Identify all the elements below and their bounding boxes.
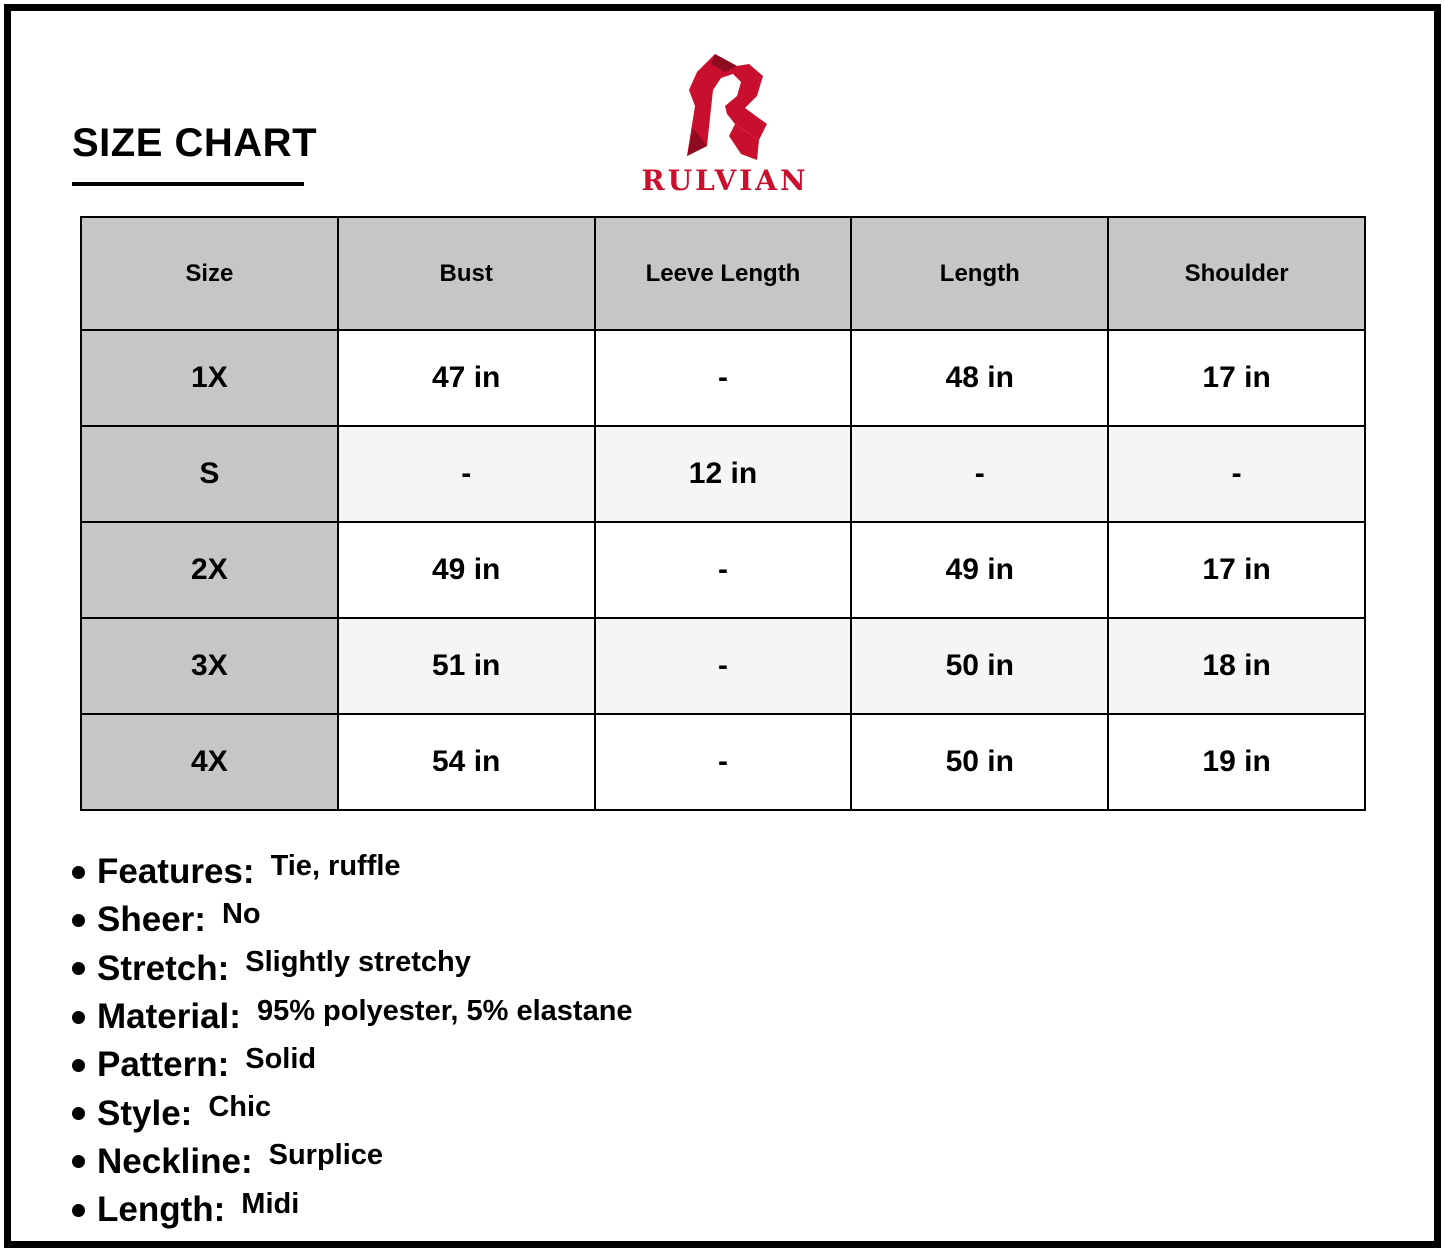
header-bust: Bust	[338, 217, 595, 330]
table-cell: 47 in	[338, 330, 595, 426]
size-chart-table	[80, 216, 1366, 811]
table-cell: 50 in	[851, 714, 1108, 810]
bullet-icon	[72, 1155, 85, 1168]
table-cell: 50 in	[851, 618, 1108, 714]
feature-label: Material:	[97, 997, 241, 1037]
feature-value: Midi	[241, 1187, 300, 1220]
list-item	[72, 993, 633, 1041]
header-length: Length	[851, 217, 1108, 330]
list-item	[72, 1089, 633, 1137]
table-row	[81, 714, 1365, 810]
size-cell: 3X	[81, 618, 338, 714]
size-cell: 1X	[81, 330, 338, 426]
table-header-row	[81, 217, 1365, 330]
list-item	[72, 848, 633, 896]
bullet-icon	[72, 1204, 85, 1217]
table-row	[81, 522, 1365, 618]
title-underline	[72, 182, 304, 186]
table-cell: 54 in	[338, 714, 595, 810]
list-item	[72, 1041, 633, 1089]
stylized-r-logo-icon	[675, 50, 775, 162]
feature-label: Length:	[97, 1190, 226, 1230]
table-row	[81, 330, 1365, 426]
list-item	[72, 945, 633, 993]
feature-label: Features:	[97, 852, 255, 892]
table-row	[81, 426, 1365, 522]
table-cell: 18 in	[1108, 618, 1365, 714]
bullet-icon	[72, 1059, 85, 1072]
list-item	[72, 1138, 633, 1186]
bullet-icon	[72, 962, 85, 975]
size-cell: 4X	[81, 714, 338, 810]
header-shoulder: Shoulder	[1108, 217, 1365, 330]
feature-value: Slightly stretchy	[245, 946, 471, 979]
table-cell: 48 in	[851, 330, 1108, 426]
feature-value: Surplice	[268, 1139, 384, 1172]
feature-value: Solid	[245, 1042, 317, 1075]
feature-label: Sheer:	[97, 900, 206, 940]
table-cell: -	[851, 426, 1108, 522]
table-cell: -	[595, 714, 852, 810]
bullet-icon	[72, 1011, 85, 1024]
table-cell: -	[1108, 426, 1365, 522]
size-cell: 2X	[81, 522, 338, 618]
table-cell: -	[338, 426, 595, 522]
feature-label: Neckline:	[97, 1141, 253, 1181]
table-cell: -	[595, 522, 852, 618]
header-sleeve-length: Leeve Length	[595, 217, 852, 330]
table-cell: 49 in	[338, 522, 595, 618]
table-cell: 12 in	[595, 426, 852, 522]
table-row	[81, 618, 1365, 714]
list-item	[72, 1186, 633, 1234]
size-cell: S	[81, 426, 338, 522]
feature-list	[72, 848, 633, 1234]
feature-label: Pattern:	[97, 1045, 230, 1085]
feature-value: No	[221, 897, 261, 930]
feature-value: 95% polyester, 5% elastane	[256, 994, 633, 1027]
feature-label: Stretch:	[97, 948, 230, 988]
table-cell: 49 in	[851, 522, 1108, 618]
brand-name: RULVIAN	[641, 164, 809, 197]
table-cell: -	[595, 330, 852, 426]
brand-logo	[620, 50, 830, 200]
feature-label: Style:	[97, 1093, 193, 1133]
bullet-icon	[72, 866, 85, 879]
table-cell: 17 in	[1108, 330, 1365, 426]
title-block	[72, 120, 317, 186]
table-cell: 17 in	[1108, 522, 1365, 618]
header-size: Size	[81, 217, 338, 330]
bullet-icon	[72, 1107, 85, 1120]
list-item	[72, 896, 633, 944]
table-cell: 51 in	[338, 618, 595, 714]
table-cell: -	[595, 618, 852, 714]
page-title: SIZE CHART	[72, 121, 317, 165]
table-cell: 19 in	[1108, 714, 1365, 810]
bullet-icon	[72, 914, 85, 927]
feature-value: Chic	[208, 1091, 272, 1124]
feature-value: Tie, ruffle	[270, 849, 401, 882]
